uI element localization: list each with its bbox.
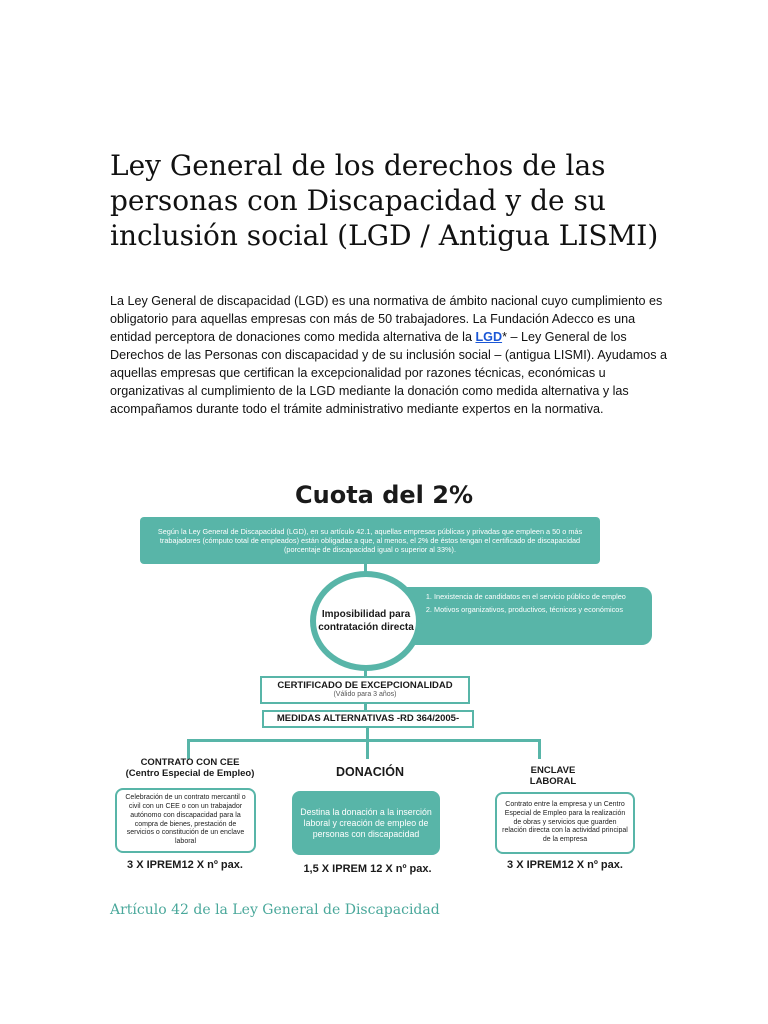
- donacion-formula: 1,5 X IPREM 12 X nº pax.: [303, 863, 432, 875]
- cee-description-box: [115, 788, 256, 853]
- imposibilidad-circle: [310, 571, 422, 671]
- infographic-title: Cuota del 2%: [295, 481, 473, 509]
- connector-line: [187, 739, 190, 759]
- reasons-list: [418, 592, 642, 615]
- paragraph-text-end: * – Ley General de los Derechos de las Personas con discapacidad y de su inclusión social – (antigua LISMI). Ayudamos a aquellas empresas que certifican la excepcionalidad por razones técnicas, económicas u organizativas al cumplimiento de la LGD mediante la donación como medida alternativa y las acompañamos durante todo el trámite administrativo mediante expertos en la normativa.: [110, 330, 668, 416]
- medidas-box: MEDIDAS ALTERNATIVAS -RD 364/2005-: [262, 710, 474, 728]
- cuota-infographic: [110, 475, 658, 885]
- cee-description: Celebración de un contrato mercantil o civil con un CEE o con un trabajador autónomo con discapacidad para la compra de bienes, prestación de servicios o constitución de un enclave laboral: [125, 794, 246, 846]
- connector-line: [538, 739, 541, 759]
- lgd-article-box: [140, 517, 600, 564]
- page-title: Ley General de los derechos de las personas con Discapacidad y de su inclusión social (LGD / Antigua LISMI): [110, 149, 659, 252]
- certificate-box: [260, 676, 470, 704]
- reason-item: 2. Motivos organizativos, productivos, técnicos y económicos: [434, 605, 642, 614]
- cee-column-title: [110, 757, 270, 779]
- lgd-link[interactable]: LGD: [475, 330, 503, 344]
- intro-paragraph: [110, 292, 675, 418]
- reason-item: 1. Inexistencia de candidatos en el servicio público de empleo: [434, 592, 642, 601]
- connector-line: [187, 739, 541, 742]
- article-caption: Artículo 42 de la Ley General de Discapacidad: [110, 902, 440, 918]
- cee-title-line: CONTRATO CON CEE: [140, 757, 240, 768]
- lgd-article-text: Según la Ley General de Discapacidad (LGD), en su artículo 42.1, aquellas empresas públicas y privadas que empleen a 50 o más trabajadores (cómputo total de empleados) están obligadas a que, al menos, el 2% de éstos tengan el certificado de discapacidad (porcentaje de discapacidad igual o superior al 33%).: [157, 526, 583, 555]
- cee-title-line: (Centro Especial de Empleo): [125, 768, 255, 779]
- donacion-description-box: [292, 791, 440, 855]
- enclave-title-line: ENCLAVE: [530, 765, 576, 776]
- donacion-description: Destina la donación a la inserción laboral y creación de empleo de personas con discapacidad: [300, 806, 432, 839]
- certificate-title: CERTIFICADO DE EXCEPCIONALIDAD: [277, 680, 453, 691]
- donacion-column-title: [290, 765, 450, 779]
- connector-line: [366, 739, 369, 759]
- paragraph-text-start: La Ley General de discapacidad (LGD) es una normativa de ámbito nacional cuyo cumplimiento es obligatorio para aquellas empresas con más de 50 trabajadores. La Fundación Adecco es una entidad perceptora de donaciones como medida alternativa de la: [110, 294, 663, 344]
- enclave-column-title: [498, 765, 608, 787]
- circle-label: Imposibilidad para contratación directa: [318, 609, 414, 633]
- cee-formula: 3 X IPREM12 X nº pax.: [127, 859, 243, 871]
- enclave-description: Contrato entre la empresa y un Centro Especial de Empleo para la realización de obras y servicios que guarden relación directa con la actividad principal de la empresa: [502, 801, 628, 844]
- certificate-validity: (Válido para 3 años): [333, 691, 397, 698]
- donacion-title-line: DONACIÓN: [335, 765, 405, 779]
- enclave-formula: 3 X IPREM12 X nº pax.: [507, 859, 623, 871]
- enclave-title-line: LABORAL: [529, 776, 577, 787]
- enclave-description-box: [495, 792, 635, 854]
